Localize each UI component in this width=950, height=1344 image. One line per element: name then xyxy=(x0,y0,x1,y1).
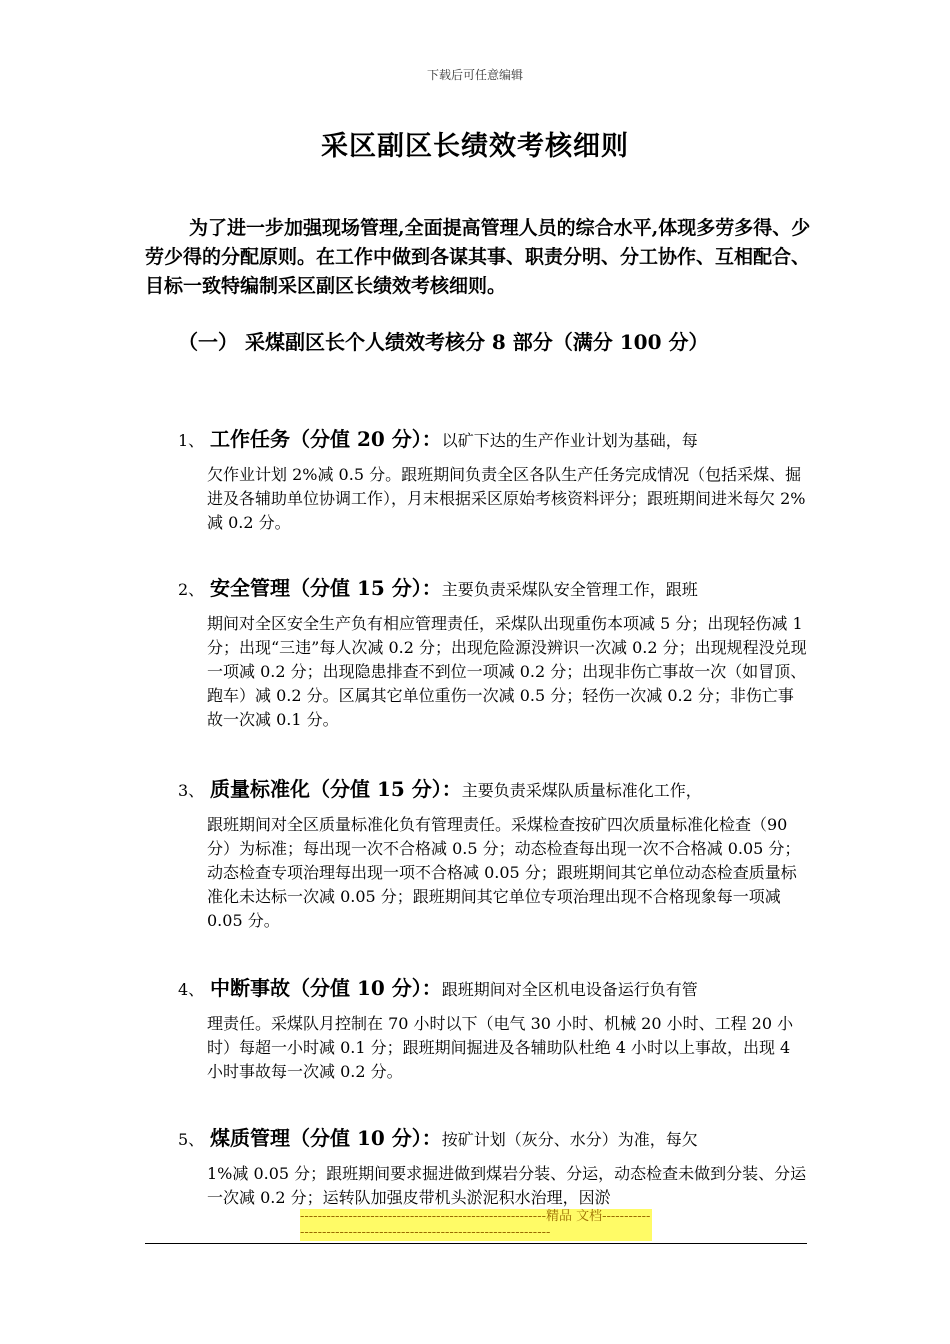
item-lead-text: 跟班期间对全区机电设备运行负有管 xyxy=(441,980,698,999)
item-heading: 质量标准化（分值 15 分）： xyxy=(210,777,462,801)
criteria-item-2 xyxy=(178,574,808,732)
footer-rule xyxy=(145,1243,807,1244)
document-title: 采区副区长绩效考核细则 xyxy=(321,131,629,162)
item-heading-line xyxy=(178,1124,808,1154)
item-heading: 工作任务（分值 20 分）： xyxy=(210,427,442,451)
item-heading: 煤质管理（分值 10 分）： xyxy=(210,1126,442,1150)
item-heading-line xyxy=(178,775,808,805)
item-body: 1%减 0.05 分；跟班期间要求掘进做到煤岩分装、分运，动态检查未做到分装、分运一次减 0.2 分；运转队加强皮带机头淤泥积水治理，因淤 xyxy=(207,1164,807,1207)
item-number: 5、 xyxy=(178,1130,205,1149)
item-body: 理责任。采煤队月控制在 70 小时以下（电气 30 小时、机械 20 小时、工程 20 小时）每超一小时减 0.1 分；跟班期间掘进及各辅助队杜绝 4 小时以上事故，出现 4 小时事故每一次减 0.2 分。 xyxy=(207,1014,794,1081)
item-lead-text: 按矿计划（灰分、水分）为准，每欠 xyxy=(441,1130,698,1149)
item-heading-line xyxy=(178,574,808,604)
item-lead-text: 主要负责采煤队安全管理工作，跟班 xyxy=(441,580,698,599)
criteria-item-1 xyxy=(178,425,808,535)
item-heading-line xyxy=(178,974,808,1004)
item-number: 4、 xyxy=(178,980,205,999)
section-heading: （一） 采煤副区长个人绩效考核分 8 部分（满分 100 分） xyxy=(178,330,709,354)
page-header: 下载后可任意编辑 xyxy=(426,68,523,82)
intro-paragraph: 为了进一步加强现场管理,全面提高管理人员的综合水平,体现多劳多得、少劳少得的分配原则。在工作中做到各谋其事、职责分明、分工协作、互相配合、目标一致特编制采区副区长绩效考核细则。 xyxy=(145,217,811,297)
item-number: 2、 xyxy=(178,580,205,599)
item-body: 欠作业计划 2%减 0.5 分。跟班期间负责全区各队生产任务完成情况（包括采煤、掘进及各辅助单位协调工作），月末根据采区原始考核资料评分；跟班期间进米每欠 2%减 0.2 分。 xyxy=(207,465,806,532)
footer-watermark: --------------------------------------------------------精品 文档-------------------------------------------------------------------- xyxy=(300,1209,651,1240)
item-number: 3、 xyxy=(178,781,205,800)
item-number: 1、 xyxy=(178,431,205,450)
item-lead-text: 以矿下达的生产作业计划为基础，每 xyxy=(441,431,698,450)
item-body: 期间对全区安全生产负有相应管理责任，采煤队出现重伤本项减 5 分；出现轻伤减 1 分；出现“三违”每人次减 0.2 分；出现危险源没辨识一次减 0.2 分；出现规程没兑现一项减 0.2 分；出现隐患排查不到位一项减 0.2 分；出现非伤亡事故一次（如冒顶、跑车）减 0.2 分。区属其它单位重伤一次减 0.5 分；轻伤一次减 0.2 分；非伤亡事故一次减 0.1 分。 xyxy=(207,614,807,729)
criteria-item-3 xyxy=(178,775,808,933)
item-heading: 安全管理（分值 15 分）： xyxy=(210,576,442,600)
criteria-item-4 xyxy=(178,974,808,1084)
item-body: 跟班期间对全区质量标准化负有管理责任。采煤检查按矿四次质量标准化检查（90 分）为标准；每出现一次不合格减 0.5 分；动态检查每出现一次不合格减 0.05 分；动态检查专项治理每出现一项不合格减 0.05 分；跟班期间其它单位动态检查质量标准化未达标一次减 0.05 分；跟班期间其它单位专项治理出现不合格现象每一项减 0.05 分。 xyxy=(207,815,801,930)
item-heading: 中断事故（分值 10 分）： xyxy=(210,976,442,1000)
item-lead-text: 主要负责采煤队质量标准化工作， xyxy=(461,781,702,800)
item-heading-line xyxy=(178,425,808,455)
criteria-item-5 xyxy=(178,1124,808,1210)
